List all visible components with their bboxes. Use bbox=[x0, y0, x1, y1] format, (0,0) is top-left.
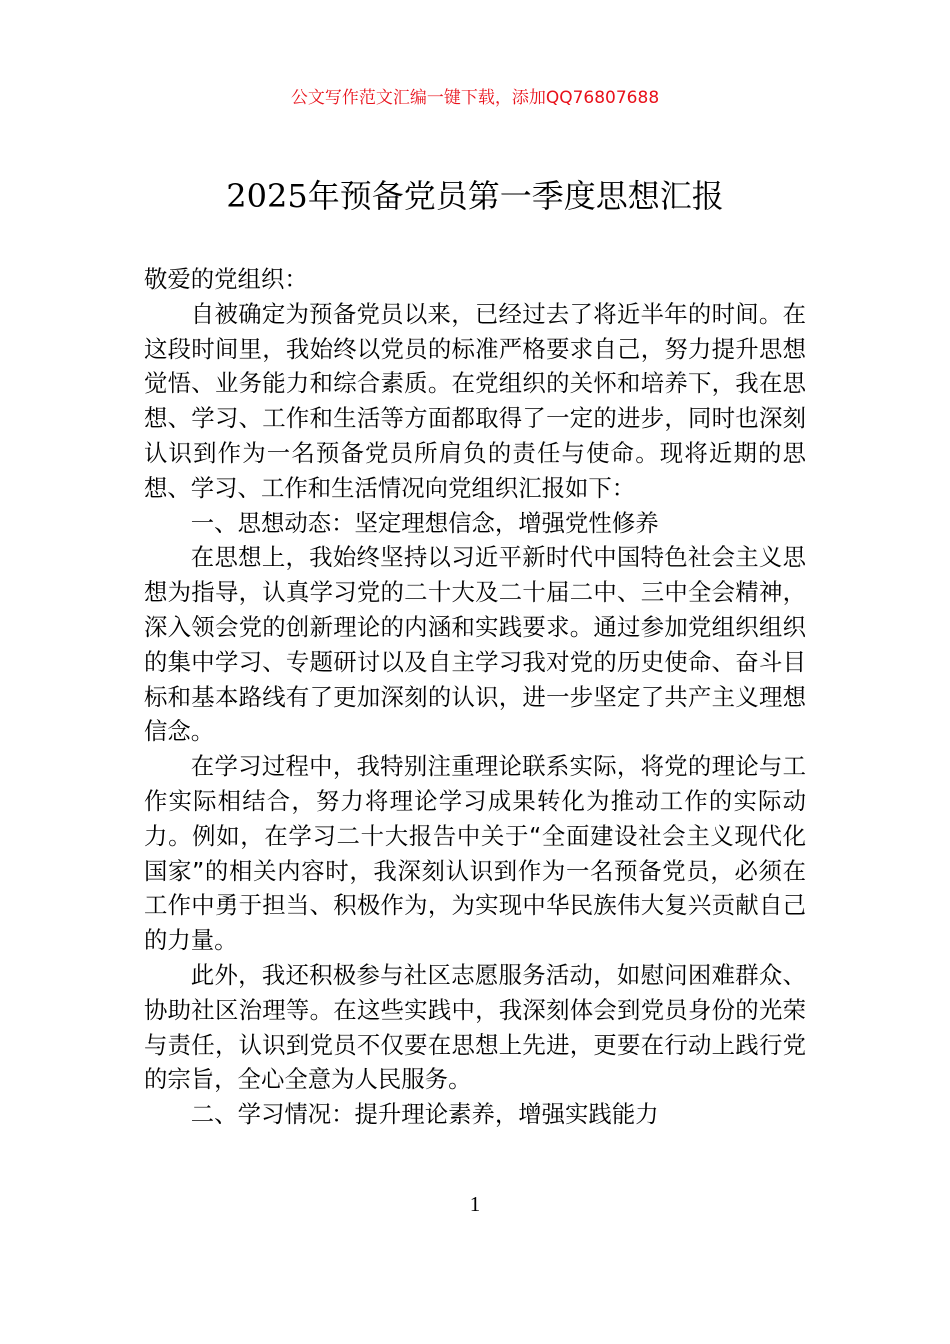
section-heading-2: 二、学习情况：提升理论素养，增强实践能力 bbox=[190, 1100, 659, 1129]
document-body bbox=[144, 262, 806, 1132]
watermark-text: 公文写作范文汇编一键下载，添加QQ76807688 bbox=[290, 88, 660, 108]
salutation: 敬爱的党组织： bbox=[144, 265, 308, 293]
section-heading-1: 一、思想动态：坚定理想信念，增强党性修养 bbox=[190, 508, 659, 537]
paragraph-thought: 在思想上，我始终坚持以习近平新时代中国特色社会主义思想为指导，认真学习党的二十大及二十届二中、三中全会精神，深入领会党的创新理论的内涵和实践要求。通过参加党组织组织的集中学习、专题研讨以及自主学习我对党的历史使命、奋斗目标和基本路线有了更加深刻的认识，进一步坚定了共产主义理想信念。 bbox=[144, 543, 806, 746]
page-number: 1 bbox=[469, 1192, 481, 1216]
paragraph-study-practice: 在学习过程中，我特别注重理论联系实际，将党的理论与工作实际相结合，努力将理论学习成果转化为推动工作的实际动力。例如，在学习二十大报告中关于“全面建设社会主义现代化国家”的相关内容时，我深刻认识到作为一名预备党员，必须在工作中勇于担当、积极作为，为实现中华民族伟大复兴贡献自己的力量。 bbox=[144, 752, 806, 955]
document-title: 2025年预备党员第一季度思想汇报 bbox=[226, 177, 724, 215]
paragraph-intro: 自被确定为预备党员以来，已经过去了将近半年的时间。在这段时间里，我始终以党员的标准严格要求自己，努力提升思想觉悟、业务能力和综合素质。在党组织的关怀和培养下，我在思想、学习、工作和生活等方面都取得了一定的进步，同时也深刻认识到作为一名预备党员所肩负的责任与使命。现将近期的思想、学习、工作和生活情况向党组织汇报如下： bbox=[144, 299, 806, 502]
paragraph-volunteer: 此外，我还积极参与社区志愿服务活动，如慰问困难群众、协助社区治理等。在这些实践中，我深刻体会到党员身份的光荣与责任，认识到党员不仅要在思想上先进，更要在行动上践行党的宗旨，全心全意为人民服务。 bbox=[144, 960, 806, 1094]
